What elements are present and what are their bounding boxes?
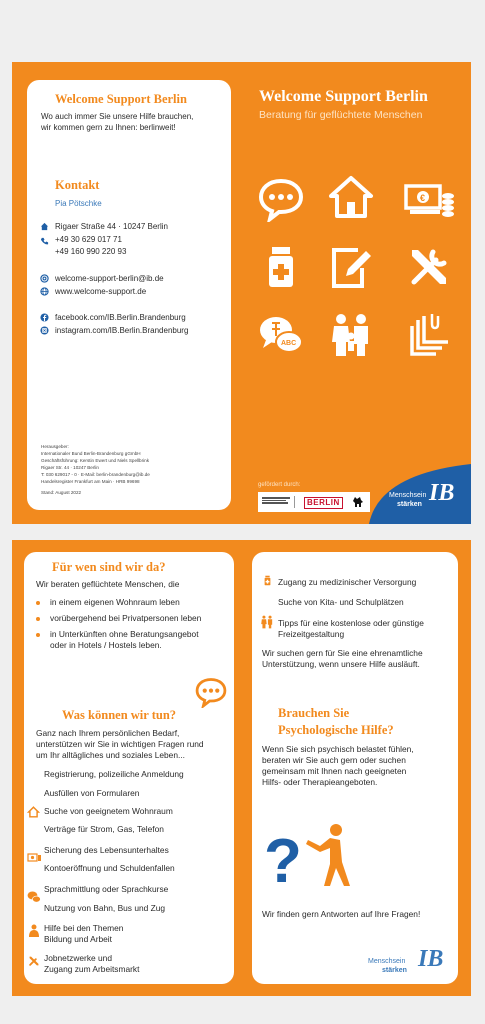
family-icon [328,312,374,358]
service-item: Ausfüllen von Formularen [44,788,140,798]
service-item: Sicherung des Lebensunterhaltes [44,845,169,855]
language-icon [258,312,304,358]
medicine-icon [258,244,304,290]
what-intro-1: Ganz nach Ihrem persönlichen Bedarf, [36,728,180,738]
phone-2[interactable]: +49 160 990 220 93 [55,247,127,256]
instagram-icon [40,326,49,335]
service-item-cont: Bildung und Arbeit [44,934,112,944]
imprint-line: Handelsregister Frankfurt am Main · HRB 99698 [41,479,140,484]
cover-title: Welcome Support Berlin [259,88,428,105]
house-small-icon [27,806,40,818]
medicine-small-icon [262,574,273,587]
what-title: Was können wir tun? [62,708,177,722]
tools-small-icon [28,955,40,967]
family-small-icon [260,615,274,629]
answers-text: Wir finden gern Antworten auf Ihre Fragen! [262,909,421,919]
who-title: Für wen sind wir da? [52,560,166,574]
berlin-wordmark: BERLIN [304,497,343,509]
brochure-front [12,62,471,524]
speech-bubble-icon [258,176,304,222]
service-item: Verträge für Strom, Gas, Telefon [44,824,164,834]
instagram-link[interactable]: instagram.com/IB.Berlin.Brandenburg [55,326,189,335]
psych-line: beraten wir Sie auch gern oder suchen [262,755,406,765]
help-panel [252,552,458,984]
who-item: in einem eigenen Wohnraum leben [50,597,180,608]
question-person-illustration [264,820,374,890]
house-small-icon [40,222,49,231]
language-small-icon [27,890,41,904]
facebook-icon [40,313,49,322]
money-icon [404,176,456,222]
speech-bubble-icon [194,676,228,708]
service-item: Sprachmittlung oder Sprachkurse [44,884,169,894]
service-item: Registrierung, polizeiliche Anmeldung [44,769,184,779]
help-item: Zugang zu medizinischer Versorgung [278,577,417,587]
svg-text:?: ? [264,827,302,890]
intro-line-2: wir kommen gern zu Ihnen: berlinweit! [41,123,176,132]
service-item: Suche von geeignetem Wohnraum [44,806,173,816]
funding-logo [258,492,370,512]
logo-text-2: stärken [397,501,422,508]
who-item: in Unterkünften ohne Beratungsangebot [50,629,199,640]
email-link[interactable]: welcome-support-berlin@ib.de [55,274,164,283]
service-item: Jobnetzwerke und [44,953,112,963]
globe-icon [40,287,49,296]
psych-title-2: Psychologische Hilfe? [278,723,394,737]
tools-icon [406,244,452,290]
papers-icon [406,312,452,358]
funded-label: gefördert durch: [258,482,301,488]
ib-logo-mark: IB [429,480,455,506]
berlin-bear-icon [352,495,364,509]
imprint-line: Geschäftsführung: Kerstin Ewert und Niels Spellbrink [41,458,150,463]
logo-text-2: stärken [382,967,407,974]
volunteer-line-2: Unterstützung, wenn unsere Hilfe ausläuft. [262,659,420,669]
service-item: Nutzung von Bahn, Bus und Zug [44,903,166,913]
service-item-cont: Zugang zum Arbeitsmarkt [44,964,140,974]
psych-title-1: Brauchen Sie [278,706,350,720]
brochure-back [12,540,471,996]
person-small-icon [28,924,40,937]
help-item: Suche von Kita- und Schulplätzen [278,597,404,607]
service-item: Kontoeröffnung und Schuldenfallen [44,863,175,873]
psych-line: Hilfs- oder Therapieangeboten. [262,777,378,787]
what-intro-3: um Ihr alltägliches und soziales Leben... [36,750,185,760]
imprint-date: Stand: August 2022 [41,490,82,495]
service-item: Hilfe bei den Themen [44,923,124,933]
phone-1[interactable]: +49 30 629 017 71 [55,235,122,244]
logo-text-1: Menschsein [389,492,427,499]
house-icon [328,174,374,220]
services-panel [24,552,234,984]
ib-logo-mark: IB [418,946,444,972]
panel-title: Welcome Support Berlin [55,92,187,106]
help-item-cont: Freizeitgestaltung [278,629,345,639]
help-item: Tipps für eine kostenlose oder günstige [278,618,424,628]
web-link[interactable]: www.welcome-support.de [55,287,147,296]
funder-text-block [262,496,295,508]
intro-line-1: Wo auch immer Sie unsere Hilfe brauchen, [41,112,194,121]
psych-line: Wenn Sie sich psychisch belastet fühlen, [262,744,414,754]
svg-text:€: € [420,193,426,203]
contact-panel [27,80,231,510]
imprint-line: Herausgeber: [41,444,69,449]
facebook-link[interactable]: facebook.com/IB.Berlin.Brandenburg [55,313,186,322]
volunteer-line-1: Wir suchen gern für Sie eine ehrenamtliche [262,648,423,658]
document-pen-icon [328,244,374,290]
at-icon [40,274,49,283]
psych-line: gemeinsam mit Ihnen nach geeigneten [262,766,407,776]
address: Rigaer Straße 44 · 10247 Berlin [55,222,168,231]
imprint-line: T: 030 629017 - 0 · E-Mail: berlin-brandenburg@ib.de [41,472,150,477]
svg-text:ABC: ABC [281,340,297,347]
kontakt-title: Kontakt [55,178,100,192]
phone-icon [40,237,49,246]
what-intro-2: unterstützen wir Sie in wichtigen Fragen rund [36,739,204,749]
imprint-line: Rigaer Str. 44 · 10247 Berlin [41,465,99,470]
imprint-line: Internationaler Bund Berlin-Brandenburg gGmbH [41,451,141,456]
who-item: vorübergehend bei Privatpersonen leben [50,613,201,624]
logo-text-1: Menschsein [368,958,406,965]
cover-subtitle: Beratung für geflüchtete Menschen [259,109,423,121]
who-item-cont: oder in Hotels / Hostels leben. [50,640,162,650]
who-intro: Wir beraten geflüchtete Menschen, die [36,579,180,589]
kontakt-name: Pia Pötschke [55,199,102,208]
money-small-icon [27,853,41,863]
